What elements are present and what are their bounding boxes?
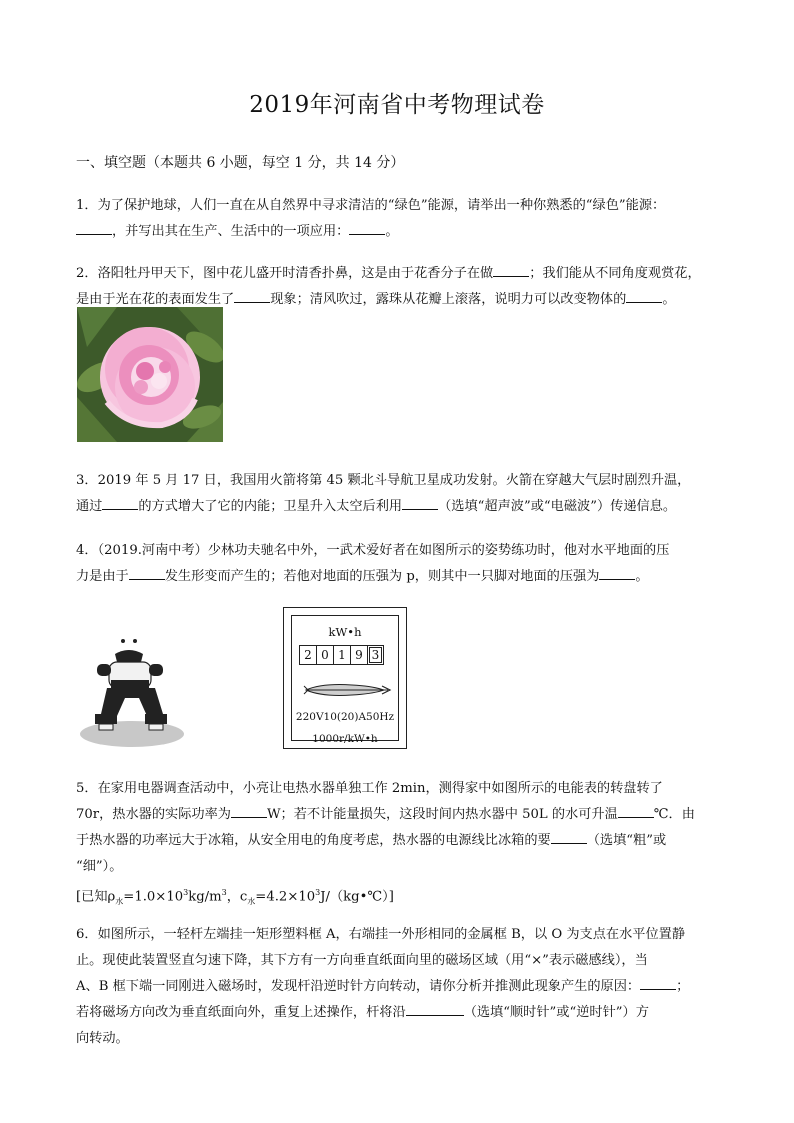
q2-text: 2．洛阳牡丹甲天下，图中花儿盛开时清香扑鼻，这是由于花香分子在做 bbox=[76, 266, 494, 281]
question-6-line-5 bbox=[76, 1026, 726, 1052]
answer-blank[interactable] bbox=[234, 288, 270, 303]
q1-text: 。 bbox=[385, 224, 399, 239]
question-6-line-4 bbox=[76, 1000, 726, 1026]
answer-blank[interactable] bbox=[493, 262, 529, 277]
answer-blank[interactable] bbox=[599, 565, 635, 580]
q4-text: 力是由于 bbox=[76, 569, 129, 584]
q5-text: J/（kg•℃）] bbox=[320, 889, 394, 905]
question-1-line-2 bbox=[76, 219, 726, 245]
q5-text: =4.2×10 bbox=[255, 889, 316, 905]
question-3-line-2 bbox=[76, 494, 726, 520]
question-5-line-2 bbox=[76, 802, 726, 828]
section-heading: 一、填空题（本题共 6 小题，每空 1 分，共 14 分） bbox=[76, 155, 405, 171]
question-4-line-1 bbox=[76, 538, 726, 564]
q5-text: “细”）。 bbox=[76, 859, 123, 874]
q2-text: 是由于光在花的表面发生了 bbox=[76, 292, 235, 307]
q6-text: 向转动。 bbox=[76, 1031, 129, 1046]
meter-panel bbox=[291, 615, 399, 745]
answer-blank[interactable] bbox=[640, 975, 676, 990]
superscript: 3 bbox=[183, 888, 189, 897]
question-6-line-2 bbox=[76, 948, 726, 974]
q3-text: 3．2019 年 5 月 17 日，我国用火箭将第 45 颗北斗导航卫星成功发射。火箭在穿越大气层时剧烈升温， bbox=[76, 473, 691, 488]
q2-text: 。 bbox=[662, 292, 676, 307]
meter-digit-decimal: 3 bbox=[367, 645, 384, 665]
q5-text: ℃．由 bbox=[653, 807, 695, 822]
answer-blank[interactable] bbox=[349, 220, 385, 235]
meter-digits bbox=[299, 645, 384, 666]
question-5-line-3 bbox=[76, 828, 726, 854]
question-5-given bbox=[76, 880, 726, 915]
q5-text: 70r，热水器的实际功率为 bbox=[76, 807, 231, 822]
martial-artist-figure bbox=[77, 636, 187, 748]
answer-blank[interactable] bbox=[406, 1001, 464, 1016]
q4-text: 4．（2019.河南中考）少林功夫驰名中外，一武术爱好者在如图所示的姿势练功时，他对水平地面的压 bbox=[76, 543, 670, 558]
q5-text: 于热水器的功率远大于冰箱，从安全用电的角度考虑，热水器的电源线比冰箱的要 bbox=[76, 833, 551, 848]
meter-digit: 9 bbox=[350, 645, 367, 665]
meter-constant: 1000r/kW•h bbox=[312, 733, 378, 745]
subscript: 水 bbox=[115, 897, 124, 907]
q6-text: 6．如图所示，一轻杆左端挂一矩形塑料框 A，右端挂一外形相同的金属框 B，以 O 为支点在水平位置静 bbox=[76, 927, 686, 942]
meter-digit: 1 bbox=[333, 645, 350, 665]
electric-meter bbox=[283, 607, 407, 749]
question-6-line-1 bbox=[76, 922, 726, 948]
question-3-line-1 bbox=[76, 468, 726, 494]
q1-text: 1．为了保护地球，人们一直在从自然界中寻求清洁的“绿色”能源，请举出一种你熟悉的“绿色”能源： bbox=[76, 198, 666, 213]
answer-blank[interactable] bbox=[402, 495, 438, 510]
page-title: 2019年河南省中考物理试卷 bbox=[249, 92, 545, 118]
answer-blank[interactable] bbox=[231, 803, 267, 818]
q2-text: 现象；清风吹过，露珠从花瓣上滚落，说明力可以改变物体的 bbox=[270, 292, 627, 307]
q6-text: ； bbox=[676, 979, 690, 994]
q5-text: W；若不计能量损失，这段时间内热水器中 50L 的水可升温 bbox=[266, 807, 618, 822]
q5-text: 5．在家用电器调查活动中，小亮让电热水器单独工作 2min，测得家中如图所示的电能表的转盘转了 bbox=[76, 781, 663, 796]
question-4-line-2 bbox=[76, 564, 726, 590]
question-1-line-1 bbox=[76, 193, 726, 219]
subscript: 水 bbox=[247, 897, 256, 907]
q6-text: A、B 框下端一同刚进入磁场时，发现杆沿逆时针方向转动，请你分析并推测此现象产生的原因： bbox=[76, 979, 641, 994]
superscript: 3 bbox=[315, 888, 321, 897]
q3-text: 的方式增大了它的内能；卫星升入太空后利用 bbox=[138, 499, 403, 514]
question-2-line-1 bbox=[76, 261, 726, 287]
answer-blank[interactable] bbox=[618, 803, 654, 818]
superscript: 3 bbox=[221, 888, 227, 897]
q4-text: 。 bbox=[635, 569, 649, 584]
q5-text: =1.0×10 bbox=[123, 889, 184, 905]
q3-text: 通过 bbox=[76, 499, 103, 514]
peony-image bbox=[77, 307, 223, 442]
question-5-line-4 bbox=[76, 854, 726, 880]
answer-blank[interactable] bbox=[129, 565, 165, 580]
answer-blank[interactable] bbox=[102, 495, 138, 510]
q2-text: ；我们能从不同角度观赏花， bbox=[529, 266, 701, 281]
q5-text: ，c bbox=[226, 889, 248, 905]
q5-text: kg/m bbox=[188, 889, 222, 905]
meter-digit: 0 bbox=[316, 645, 333, 665]
rotating-disc-icon bbox=[302, 682, 392, 698]
q6-text: 止。现使此装置竖直匀速下降，其下方有一方向垂直纸面向里的磁场区域（用“×”表示磁感线），当 bbox=[76, 953, 648, 968]
question-6-line-3 bbox=[76, 974, 726, 1000]
q5-text: （选填“粗”或 bbox=[586, 833, 667, 848]
q1-text: ，并写出其在生产、生活中的一项应用： bbox=[112, 224, 350, 239]
answer-blank[interactable] bbox=[76, 220, 112, 235]
meter-digit: 2 bbox=[299, 645, 316, 665]
answer-blank[interactable] bbox=[626, 288, 662, 303]
q4-text: 发生形变而产生的；若他对地面的压强为 p，则其中一只脚对地面的压强为 bbox=[164, 569, 600, 584]
meter-unit: kW•h bbox=[328, 625, 362, 639]
q6-text: 若将磁场方向改为垂直纸面向外，重复上述操作，杆将沿 bbox=[76, 1005, 406, 1020]
answer-blank[interactable] bbox=[551, 829, 587, 844]
q5-text: [已知ρ bbox=[76, 889, 116, 905]
meter-rating: 220V10(20)A50Hz bbox=[295, 711, 395, 723]
question-5-line-1 bbox=[76, 776, 726, 802]
q6-text: （选填“顺时针”或“逆时针”）方 bbox=[463, 1005, 649, 1020]
q3-text: （选填“超声波”或“电磁波”）传递信息。 bbox=[438, 499, 677, 514]
